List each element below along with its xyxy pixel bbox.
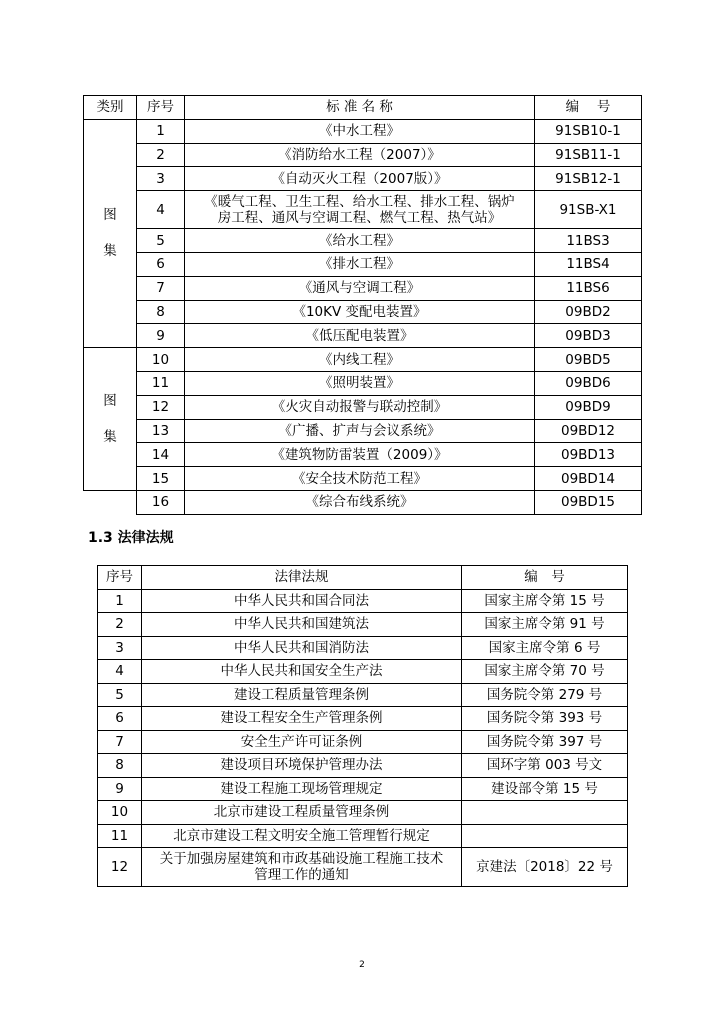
row-number: 1	[137, 119, 185, 143]
row-number: 7	[98, 730, 142, 754]
row-number: 8	[137, 300, 185, 324]
row-number: 12	[137, 395, 185, 419]
row-code: 京建法〔2018〕22 号	[462, 848, 628, 887]
row-number: 5	[137, 229, 185, 253]
row-number: 15	[137, 467, 185, 491]
row-number: 11	[98, 824, 142, 848]
table-row	[84, 395, 642, 419]
row-number: 3	[137, 167, 185, 191]
table-row	[98, 824, 628, 848]
row-name: 《安全技术防范工程》	[185, 467, 535, 491]
row-number: 3	[98, 636, 142, 660]
row-number: 10	[98, 801, 142, 825]
row-code: 91SB11-1	[535, 143, 642, 167]
row-code: 国务院令第 397 号	[462, 730, 628, 754]
row-name-line: 《暖气工程、卫生工程、给水工程、排水工程、锅炉	[204, 193, 515, 210]
row-code: 09BD14	[535, 467, 642, 491]
row-name: 《综合布线系统》	[185, 490, 535, 514]
row-name	[142, 848, 462, 887]
row-name: 《通风与空调工程》	[185, 276, 535, 300]
row-code: 11BS4	[535, 252, 642, 276]
header-name: 标 准 名 称	[185, 96, 535, 120]
row-code: 09BD15	[535, 490, 642, 514]
table-row	[84, 276, 642, 300]
category-char: 图	[103, 207, 117, 224]
row-code: 91SB10-1	[535, 119, 642, 143]
row-code: 国环字第 003 号文	[462, 754, 628, 778]
table-row	[84, 419, 642, 443]
row-code	[462, 801, 628, 825]
table-row	[84, 443, 642, 467]
page-number: 2	[359, 960, 365, 970]
table-row	[98, 660, 628, 684]
row-code: 11BS3	[535, 229, 642, 253]
row-number: 4	[137, 191, 185, 229]
row-code: 国家主席令第 91 号	[462, 613, 628, 637]
table-row	[98, 636, 628, 660]
row-name: 《10KV 变配电装置》	[185, 300, 535, 324]
row-name: 《给水工程》	[185, 229, 535, 253]
header-category: 类别	[84, 96, 137, 120]
row-code: 09BD9	[535, 395, 642, 419]
row-number: 8	[98, 754, 142, 778]
law-table	[97, 565, 628, 887]
row-name-line: 管理工作的通知	[254, 867, 349, 883]
header-name: 法律法规	[142, 566, 462, 590]
row-code: 09BD2	[535, 300, 642, 324]
table-row	[84, 371, 642, 395]
row-name: 《火灾自动报警与联动控制》	[185, 395, 535, 419]
row-code: 建设部令第 15 号	[462, 777, 628, 801]
table-row	[84, 490, 642, 514]
row-name: 中华人民共和国建筑法	[142, 613, 462, 637]
row-number: 9	[98, 777, 142, 801]
row-code: 09BD5	[535, 348, 642, 372]
category-char: 图	[103, 393, 117, 410]
row-number: 9	[137, 324, 185, 348]
blank-cell	[84, 490, 137, 514]
category-cell	[84, 348, 137, 491]
row-number: 10	[137, 348, 185, 372]
table-row	[84, 229, 642, 253]
row-number: 14	[137, 443, 185, 467]
row-code: 09BD13	[535, 443, 642, 467]
row-name: 北京市建设工程文明安全施工管理暂行规定	[142, 824, 462, 848]
row-name: 《自动灭火工程（2007版）》	[185, 167, 535, 191]
row-name	[185, 191, 535, 229]
table-row	[84, 143, 642, 167]
table-row	[98, 613, 628, 637]
row-name: 《排水工程》	[185, 252, 535, 276]
row-number: 1	[98, 589, 142, 613]
row-number: 6	[98, 707, 142, 731]
row-name: 《消防给水工程（2007）》	[185, 143, 535, 167]
table-row	[98, 589, 628, 613]
row-number: 12	[98, 848, 142, 887]
table-row	[98, 777, 628, 801]
table-row	[98, 730, 628, 754]
row-number: 2	[137, 143, 185, 167]
standards-table	[83, 95, 642, 515]
table-row	[84, 324, 642, 348]
row-number: 5	[98, 683, 142, 707]
row-name: 中华人民共和国消防法	[142, 636, 462, 660]
table-row	[84, 300, 642, 324]
table-header-row	[98, 566, 628, 590]
row-name-line: 房工程、通风与空调工程、燃气工程、热气站》	[217, 209, 502, 226]
row-name: 《中水工程》	[185, 119, 535, 143]
row-code: 09BD12	[535, 419, 642, 443]
row-name: 安全生产许可证条例	[142, 730, 462, 754]
row-code	[462, 824, 628, 848]
header-number: 序号	[98, 566, 142, 590]
table-row	[84, 348, 642, 372]
row-name: 《内线工程》	[185, 348, 535, 372]
section-heading: 1.3 法律法规	[88, 530, 174, 546]
table-row	[84, 119, 642, 143]
row-code: 91SB12-1	[535, 167, 642, 191]
row-number: 6	[137, 252, 185, 276]
table-row	[98, 848, 628, 887]
table-row	[98, 801, 628, 825]
row-name: 《低压配电装置》	[185, 324, 535, 348]
header-code: 编 号	[462, 566, 628, 590]
table-row	[84, 467, 642, 491]
row-code: 国家主席令第 70 号	[462, 660, 628, 684]
category-cell	[84, 119, 137, 347]
category-char: 集	[103, 243, 117, 260]
row-code: 国家主席令第 15 号	[462, 589, 628, 613]
table-row	[84, 252, 642, 276]
row-name: 《广播、扩声与会议系统》	[185, 419, 535, 443]
row-name: 建设工程施工现场管理规定	[142, 777, 462, 801]
row-code: 09BD6	[535, 371, 642, 395]
row-name: 建设工程质量管理条例	[142, 683, 462, 707]
table-row	[98, 683, 628, 707]
table-row	[84, 167, 642, 191]
header-number: 序号	[137, 96, 185, 120]
row-name: 建设工程安全生产管理条例	[142, 707, 462, 731]
row-code: 国务院令第 279 号	[462, 683, 628, 707]
row-code: 国务院令第 393 号	[462, 707, 628, 731]
row-name: 建设项目环境保护管理办法	[142, 754, 462, 778]
row-code: 09BD3	[535, 324, 642, 348]
row-number: 7	[137, 276, 185, 300]
row-name-line: 关于加强房屋建筑和市政基础设施工程施工技术	[159, 851, 444, 867]
table-row	[98, 754, 628, 778]
row-number: 11	[137, 371, 185, 395]
row-number: 16	[137, 490, 185, 514]
header-code: 编 号	[535, 96, 642, 120]
table-row	[84, 191, 642, 229]
row-name: 《建筑物防雷装置（2009）》	[185, 443, 535, 467]
row-name: 中华人民共和国安全生产法	[142, 660, 462, 684]
category-char: 集	[103, 429, 117, 446]
row-code: 国家主席令第 6 号	[462, 636, 628, 660]
row-number: 13	[137, 419, 185, 443]
row-code: 11BS6	[535, 276, 642, 300]
table-row	[98, 707, 628, 731]
row-name: 《照明装置》	[185, 371, 535, 395]
row-number: 2	[98, 613, 142, 637]
table-header-row	[84, 96, 642, 120]
row-name: 北京市建设工程质量管理条例	[142, 801, 462, 825]
row-name: 中华人民共和国合同法	[142, 589, 462, 613]
row-number: 4	[98, 660, 142, 684]
row-code: 91SB-X1	[535, 191, 642, 229]
